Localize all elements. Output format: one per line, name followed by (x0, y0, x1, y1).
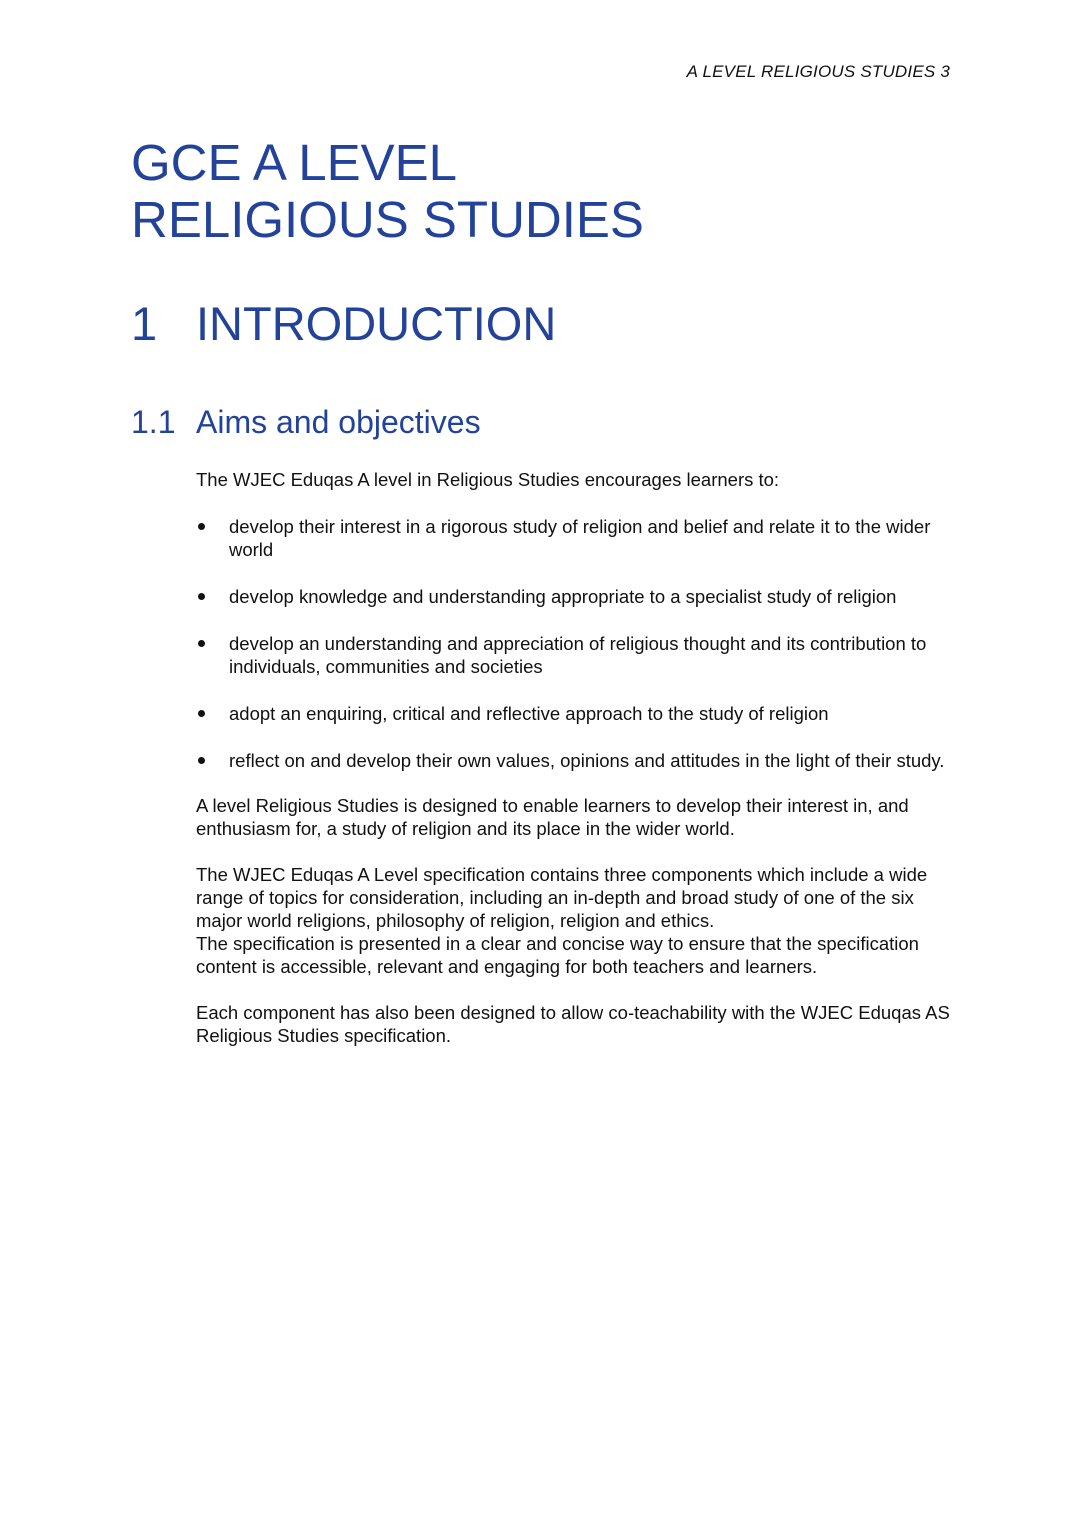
aims-list (196, 515, 956, 772)
intro-paragraph: The WJEC Eduqas A level in Religious Studies encourages learners to: (196, 469, 780, 490)
list-item-text: adopt an enquiring, critical and reflective approach to the study of religion (229, 703, 829, 724)
bullet-icon (198, 640, 205, 647)
list-item-text: develop knowledge and understanding appropriate to a specialist study of religion (229, 586, 897, 607)
bullet-icon (198, 593, 205, 600)
paragraph-presentation: The specification is presented in a clear and concise way to ensure that the specification content is accessible, relevant and engaging for both teachers and learners. (196, 933, 919, 977)
list-item (196, 585, 956, 608)
list-item (196, 749, 956, 772)
list-item-text: develop an understanding and appreciation of religious thought and its contribution to individuals, communities and societies (229, 633, 927, 677)
list-item (196, 515, 956, 561)
section-number: 1 (131, 297, 158, 350)
document-title-line-2: RELIGIOUS STUDIES (131, 191, 644, 248)
document-title (131, 134, 644, 248)
document-title-line-1: GCE A LEVEL (131, 134, 458, 191)
subsection-number: 1.1 (131, 404, 176, 440)
list-item (196, 632, 956, 678)
running-header: A LEVEL RELIGIOUS STUDIES 3 (686, 62, 950, 81)
paragraph-components: The WJEC Eduqas A Level specification contains three components which include a wide range of topics for consideration, including an in-depth and broad study of one of the six major world religions, philosophy of religion, religion and ethics. (196, 864, 928, 931)
bullet-icon (198, 710, 205, 717)
section-title: INTRODUCTION (196, 297, 557, 350)
section-heading (131, 296, 556, 352)
list-item-text: reflect on and develop their own values, opinions and attitudes in the light of their study. (229, 750, 945, 771)
body-content (196, 468, 956, 1047)
bullet-icon (198, 523, 205, 530)
subsection-heading (131, 403, 481, 441)
list-item-text: develop their interest in a rigorous study of religion and belief and relate it to the wider world (229, 516, 931, 560)
bullet-icon (198, 757, 205, 764)
paragraph-coteachability: Each component has also been designed to allow co-teachability with the WJEC Eduqas AS Religious Studies specification. (196, 1002, 950, 1046)
subsection-title: Aims and objectives (196, 404, 481, 440)
list-item (196, 702, 956, 725)
paragraph-enthusiasm: A level Religious Studies is designed to enable learners to develop their interest in, and enthusiasm for, a study of religion and its place in the wider world. (196, 795, 909, 839)
